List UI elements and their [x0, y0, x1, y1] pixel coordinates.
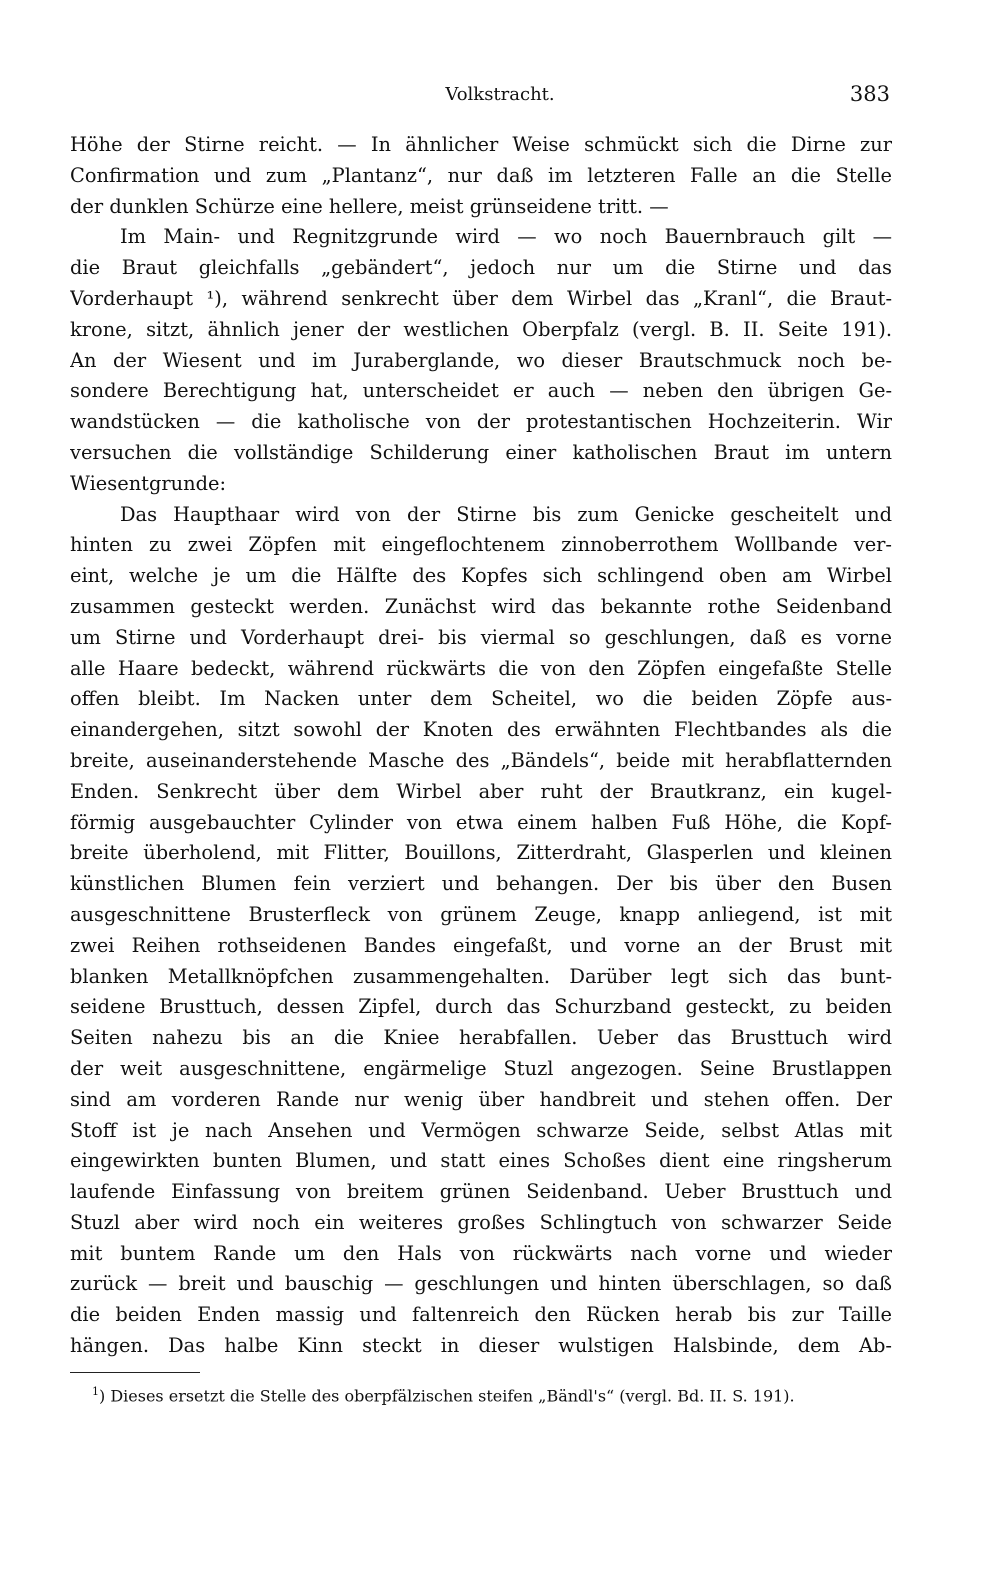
- text-line: Stuzl aber wird noch ein weiteres großes Schlingtuch von schwarzer Seide: [70, 1210, 892, 1234]
- text-line: um Stirne und Vorderhaupt drei- bis viermal so geschlungen, daß es vorne: [70, 625, 892, 649]
- text-line: blanken Metallknöpfchen zusammengehalten. Darüber legt sich das bunt-: [70, 964, 892, 988]
- footnote: [92, 1385, 892, 1405]
- footnote-divider: [70, 1372, 200, 1373]
- text-line: seidene Brusttuch, dessen Zipfel, durch das Schurzband gesteckt, zu beiden: [70, 995, 892, 1019]
- text-line: Im Main- und Regnitzgrunde wird — wo noch Bauernbrauch gilt —: [120, 225, 892, 249]
- text-line: hängen. Das halbe Kinn steckt in dieser wulstigen Halsbinde, dem Ab-: [70, 1334, 892, 1358]
- text-line: zwei Reihen rothseidenen Bandes eingefaßt, und vorne an der Brust mit: [70, 933, 892, 957]
- text-line: die beiden Enden massig und faltenreich den Rücken herab bis zur Taille: [70, 1303, 892, 1327]
- text-line: eint, welche je um die Hälfte des Kopfes sich schlingend oben am Wirbel: [70, 564, 892, 588]
- text-line: offen bleibt. Im Nacken unter dem Scheitel, wo die beiden Zöpfe aus-: [70, 687, 892, 711]
- footnote-text: ) Dieses ersetzt die Stelle des oberpfälzischen steifen „Bändl's“ (vergl. Bd. II. S. 191).: [99, 1386, 795, 1406]
- text-line: Wiesentgrunde:: [70, 471, 227, 495]
- text-line: förmig ausgebauchter Cylinder von etwa einem halben Fuß Höhe, die Kopf-: [70, 810, 892, 834]
- text-line: versuchen die vollständige Schilderung einer katholischen Braut im untern: [70, 440, 892, 464]
- text-line: die Braut gleichfalls „gebändert“, jedoch nur um die Stirne und das: [70, 256, 892, 280]
- text-line: einandergehen, sitzt sowohl der Knoten des erwähnten Flechtbandes als die: [70, 718, 892, 742]
- text-line: zusammen gesteckt werden. Zunächst wird das bekannte rothe Seidenband: [70, 594, 892, 618]
- text-line: An der Wiesent und im Juraberglande, wo dieser Brautschmuck noch be-: [70, 348, 892, 372]
- page-number: 383: [849, 82, 890, 106]
- text-line: Stoff ist je nach Ansehen und Vermögen schwarze Seide, selbst Atlas mit: [70, 1118, 892, 1142]
- text-line: breite überholend, mit Flitter, Bouillons, Zitterdraht, Glasperlen und kleinen: [70, 841, 892, 865]
- text-line: der dunklen Schürze eine hellere, meist grünseidene tritt. —: [70, 194, 669, 218]
- running-title: Volkstracht.: [445, 84, 555, 105]
- text-line: mit buntem Rande um den Hals von rückwärts nach vorne und wieder: [70, 1241, 892, 1265]
- text-line: alle Haare bedeckt, während rückwärts die von den Zöpfen eingefaßte Stelle: [70, 656, 892, 680]
- text-line: Vorderhaupt ¹), während senkrecht über dem Wirbel das „Kranl“, die Braut-: [70, 286, 892, 310]
- text-line: laufende Einfassung von breitem grünen Seidenband. Ueber Brusttuch und: [70, 1180, 892, 1204]
- text-line: Das Haupthaar wird von der Stirne bis zum Genicke gescheitelt und: [120, 502, 892, 526]
- text-line: der weit ausgeschnittene, engärmelige Stuzl angezogen. Seine Brustlappen: [70, 1056, 892, 1080]
- text-line: Seiten nahezu bis an die Kniee herabfallen. Ueber das Brusttuch wird: [70, 1026, 892, 1050]
- text-line: künstlichen Blumen fein verziert und behangen. Der bis über den Busen: [70, 872, 892, 896]
- text-line: eingewirkten bunten Blumen, und statt eines Schoßes dient eine ringsherum: [70, 1149, 892, 1173]
- text-line: zurück — breit und bauschig — geschlungen und hinten überschlagen, so daß: [70, 1272, 892, 1296]
- body-text: [70, 130, 892, 1362]
- footnote-marker: 1: [92, 1385, 99, 1398]
- text-line: breite, auseinanderstehende Masche des „Bändels“, beide mit herabflatternden: [70, 748, 892, 772]
- text-line: wandstücken — die katholische von der protestantischen Hochzeiterin. Wir: [70, 410, 892, 434]
- text-line: Confirmation und zum „Plantanz“, nur daß im letzteren Falle an die Stelle: [70, 163, 892, 187]
- text-line: sind am vorderen Rande nur wenig über handbreit und stehen offen. Der: [70, 1087, 892, 1111]
- text-line: Enden. Senkrecht über dem Wirbel aber ruht der Brautkranz, ein kugel-: [70, 779, 892, 803]
- text-line: sondere Berechtigung hat, unterscheidet er auch — neben den übrigen Ge-: [70, 379, 892, 403]
- text-line: hinten zu zwei Zöpfen mit eingeflochtenem zinnoberrothem Wollbande ver-: [70, 533, 892, 557]
- text-line: ausgeschnittene Brusterfleck von grünem Zeuge, knapp anliegend, ist mit: [70, 902, 892, 926]
- text-line: krone, sitzt, ähnlich jener der westlichen Oberpfalz (vergl. B. II. Seite 191).: [70, 317, 892, 341]
- text-line: Höhe der Stirne reicht. — In ähnlicher Weise schmückt sich die Dirne zur: [70, 133, 892, 156]
